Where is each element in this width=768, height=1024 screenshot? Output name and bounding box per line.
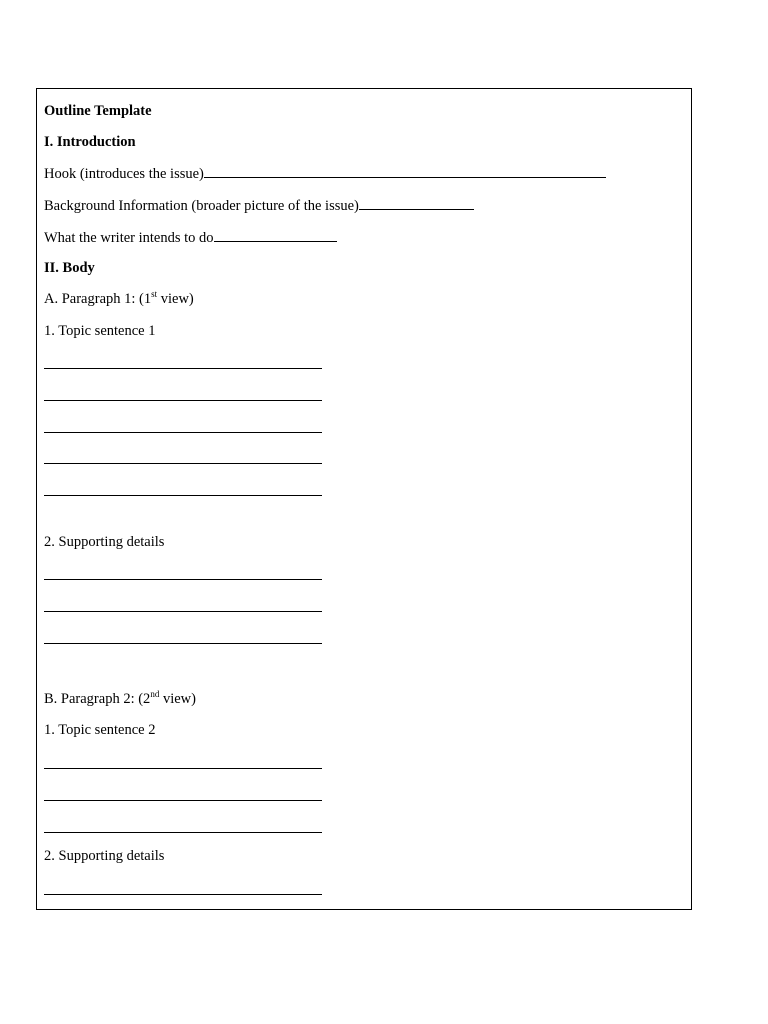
topic-2-blank-2[interactable] xyxy=(44,800,322,801)
background-label: Background Information (broader picture of the issue) xyxy=(44,198,359,214)
paragraph-b-ordinal: nd xyxy=(150,689,160,699)
introduction-heading: I. Introduction xyxy=(44,134,136,150)
topic-2-blank-3[interactable] xyxy=(44,832,322,833)
topic-1-blank-2[interactable] xyxy=(44,400,322,401)
supporting-details-a-label: 2. Supporting details xyxy=(44,534,165,550)
topic-1-blank-3[interactable] xyxy=(44,432,322,433)
hook-label: Hook (introduces the issue) xyxy=(44,166,204,182)
body-heading: II. Body xyxy=(44,260,95,276)
topic-2-blank-1[interactable] xyxy=(44,768,322,769)
topic-1-blank-5[interactable] xyxy=(44,495,322,496)
paragraph-a-prefix: A. Paragraph 1: (1 xyxy=(44,291,152,307)
topic-sentence-2-label: 1. Topic sentence 2 xyxy=(44,722,156,738)
intent-line xyxy=(44,228,337,247)
template-title: Outline Template xyxy=(44,103,152,119)
support-a-blank-2[interactable] xyxy=(44,611,322,612)
support-b-blank-1[interactable] xyxy=(44,894,322,895)
paragraph-a-suffix: view) xyxy=(157,291,194,307)
intent-blank[interactable] xyxy=(214,228,337,242)
background-line xyxy=(44,196,474,215)
paragraph-a-heading xyxy=(44,290,194,308)
background-blank[interactable] xyxy=(359,196,474,210)
topic-1-blank-1[interactable] xyxy=(44,368,322,369)
supporting-details-b-label: 2. Supporting details xyxy=(44,848,165,864)
topic-sentence-1-label: 1. Topic sentence 1 xyxy=(44,323,156,339)
hook-blank[interactable] xyxy=(204,164,606,178)
paragraph-a-ordinal: st xyxy=(151,289,158,299)
paragraph-b-heading xyxy=(44,690,196,708)
paragraph-b-suffix: view) xyxy=(159,691,196,707)
intent-label: What the writer intends to do xyxy=(44,230,214,246)
paragraph-b-prefix: B. Paragraph 2: (2 xyxy=(44,691,151,707)
topic-1-blank-4[interactable] xyxy=(44,463,322,464)
support-a-blank-1[interactable] xyxy=(44,579,322,580)
hook-line xyxy=(44,164,606,183)
support-a-blank-3[interactable] xyxy=(44,643,322,644)
